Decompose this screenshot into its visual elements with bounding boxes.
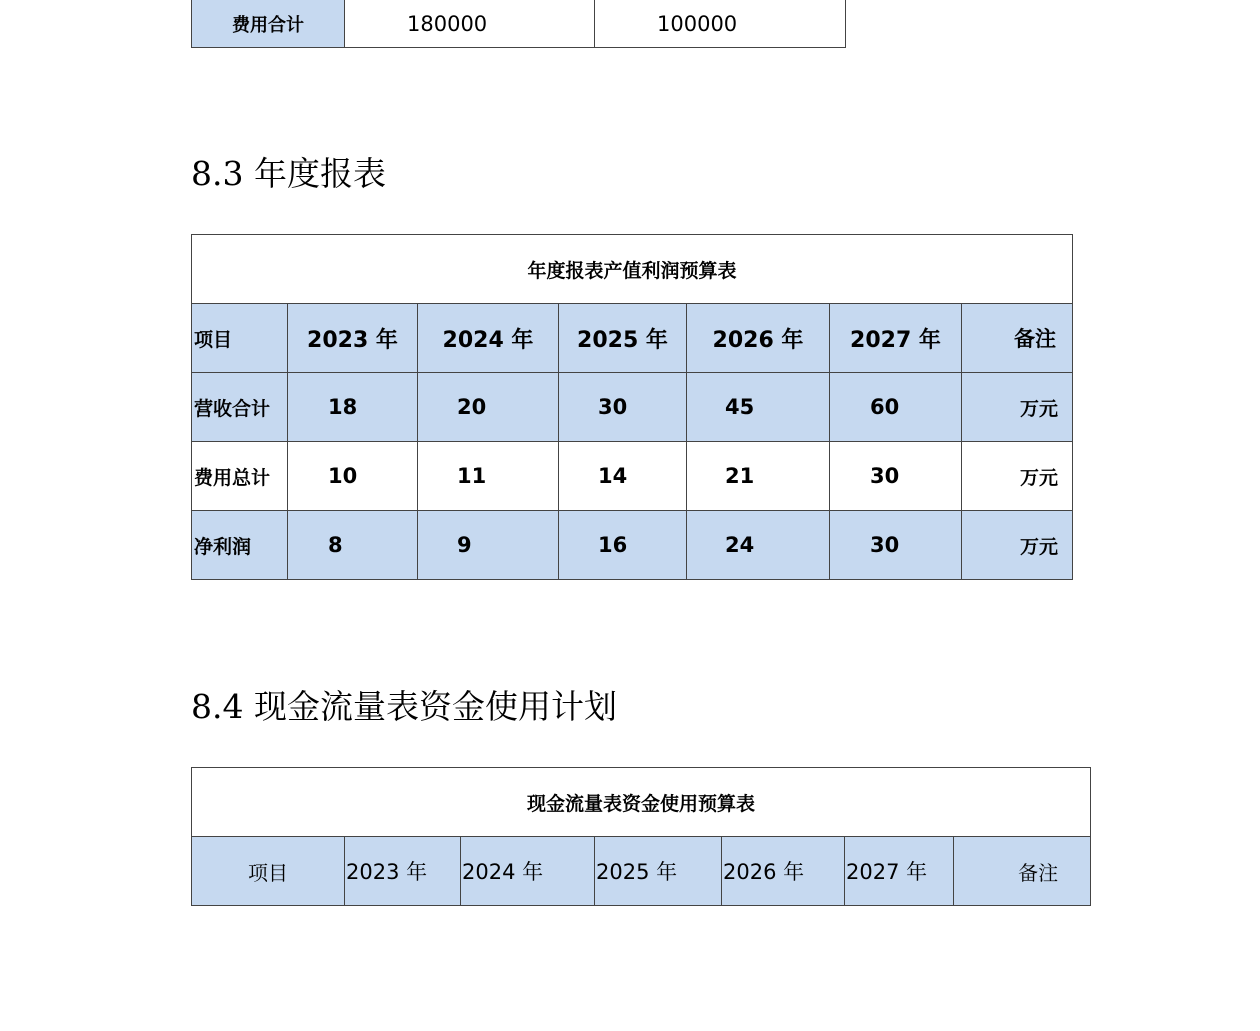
table-row [192, 373, 1073, 442]
table-title-row [192, 768, 1091, 837]
table-row [192, 442, 1073, 511]
cell-value: 16 [559, 511, 687, 580]
header-item: 项目 [192, 837, 345, 906]
cash-flow-table [191, 767, 1091, 906]
cell-value: 24 [687, 511, 830, 580]
cell-value: 8 [288, 511, 418, 580]
expense-total-value-1: 180000 [345, 0, 595, 48]
cell-value: 20 [418, 373, 559, 442]
header-year-2027: 2027 年 [845, 837, 954, 906]
table-row [192, 511, 1073, 580]
cell-value: 10 [288, 442, 418, 511]
expense-total-value-2: 100000 [595, 0, 846, 48]
cell-value: 30 [830, 511, 962, 580]
cell-value: 30 [559, 373, 687, 442]
section-heading-8-4: 8.4 现金流量表资金使用计划 [191, 687, 617, 726]
table-title-row [192, 235, 1073, 304]
cell-value: 14 [559, 442, 687, 511]
header-year-2024: 2024 年 [461, 837, 595, 906]
header-year-2024: 2024 年 [418, 304, 559, 373]
cell-value: 9 [418, 511, 559, 580]
header-note: 备注 [962, 304, 1073, 373]
cell-value: 45 [687, 373, 830, 442]
cell-unit: 万元 [962, 373, 1073, 442]
expense-total-table [191, 0, 846, 48]
header-year-2023: 2023 年 [345, 837, 461, 906]
header-note: 备注 [954, 837, 1091, 906]
annual-report-table [191, 234, 1073, 580]
annual-table-title: 年度报表产值利润预算表 [192, 235, 1073, 304]
cell-value: 11 [418, 442, 559, 511]
cell-value: 21 [687, 442, 830, 511]
header-year-2026: 2026 年 [687, 304, 830, 373]
cell-unit: 万元 [962, 442, 1073, 511]
cell-value: 18 [288, 373, 418, 442]
row-label-expenses: 费用总计 [192, 442, 288, 511]
cell-value: 60 [830, 373, 962, 442]
cell-unit: 万元 [962, 511, 1073, 580]
header-year-2026: 2026 年 [722, 837, 845, 906]
row-label-net-profit: 净利润 [192, 511, 288, 580]
expense-total-label: 费用合计 [192, 0, 345, 48]
header-year-2027: 2027 年 [830, 304, 962, 373]
header-year-2025: 2025 年 [559, 304, 687, 373]
row-label-revenue: 营收合计 [192, 373, 288, 442]
header-item: 项目 [192, 304, 288, 373]
table-header-row [192, 304, 1073, 373]
table-header-row [192, 837, 1091, 906]
cell-value: 30 [830, 442, 962, 511]
header-year-2025: 2025 年 [595, 837, 722, 906]
table-row [192, 0, 846, 48]
section-heading-8-3: 8.3 年度报表 [191, 154, 386, 193]
header-year-2023: 2023 年 [288, 304, 418, 373]
cash-table-title: 现金流量表资金使用预算表 [192, 768, 1091, 837]
